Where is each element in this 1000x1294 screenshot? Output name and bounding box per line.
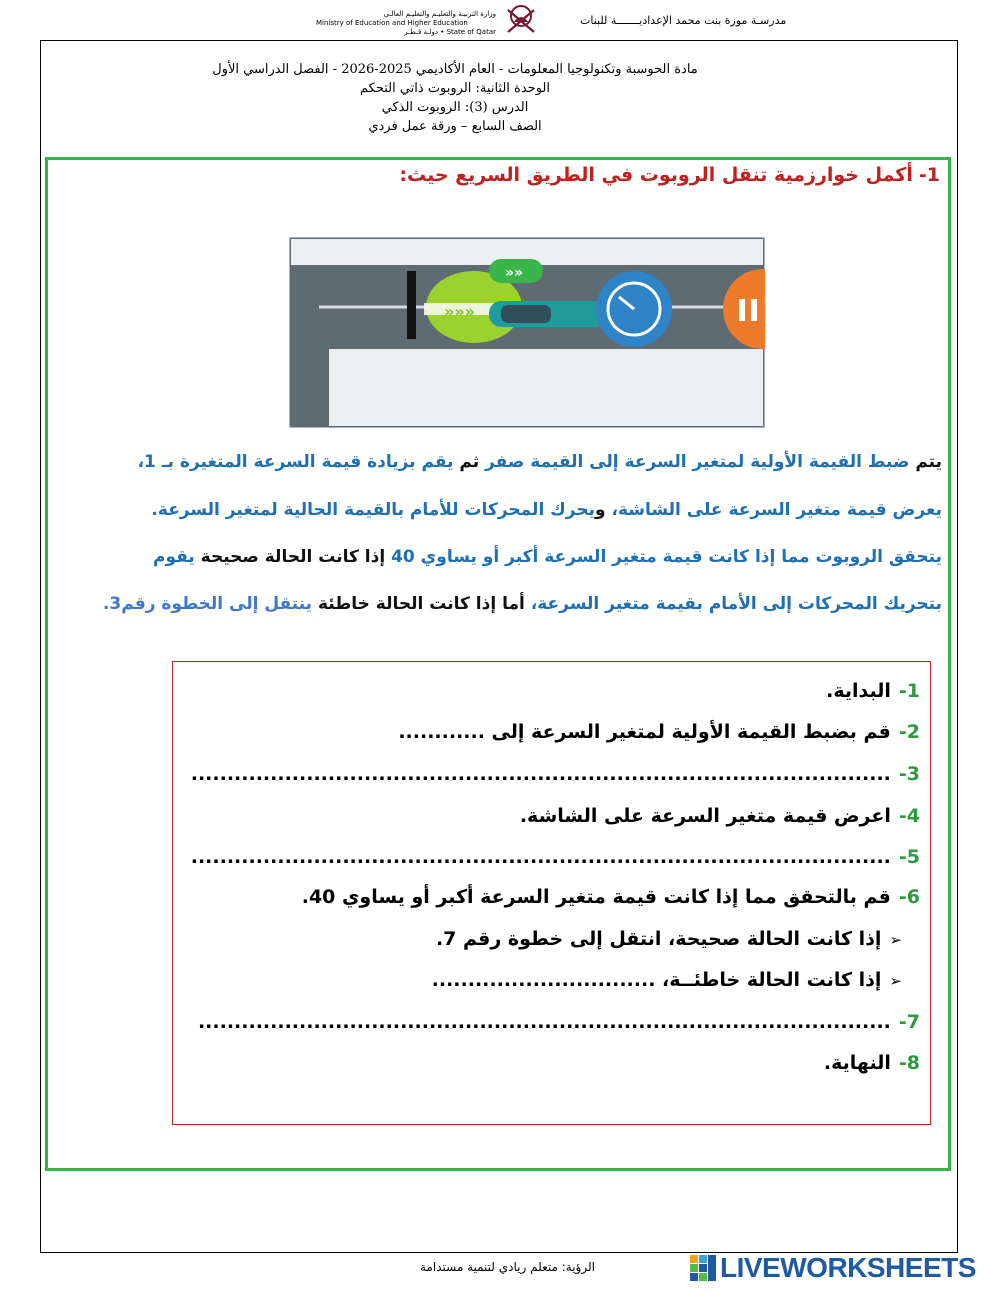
- p3-part-1: يتحقق الروبوت مما إذا كانت قيمة متغير السرعة أكبر أو يساوي 40: [385, 547, 942, 567]
- algorithm-step-2[interactable]: [398, 721, 920, 743]
- answer-blank[interactable]: إذا كانت الحالة خاطئــة، ...............................: [431, 969, 882, 991]
- robot-road-illustration: [289, 237, 765, 428]
- step-text: البداية.: [826, 680, 891, 702]
- algorithm-step-3-blank[interactable]: [191, 763, 920, 785]
- condition-true-bullet: [436, 928, 902, 950]
- step-text: قم بالتحقق مما إذا كانت قيمة متغير السرعة أكبر أو يساوي 40.: [301, 886, 891, 908]
- paragraph-line-1: [138, 452, 942, 472]
- condition-false-bullet[interactable]: [432, 969, 902, 991]
- header-lesson: الدرس (3): الروبوت الذكي: [381, 100, 529, 115]
- paragraph-line-3: [153, 547, 942, 567]
- liveworksheets-logo[interactable]: [690, 1253, 976, 1283]
- algorithm-step-8: [824, 1052, 920, 1074]
- answer-blank[interactable]: .................................................................................................: [190, 846, 891, 868]
- school-name: مدرسـة موزة بنت محمد الإعداديـــــــة للبنات: [580, 14, 787, 27]
- step-text: النهاية.: [823, 1052, 891, 1074]
- answer-blank[interactable]: ................................................................................................: [197, 1011, 891, 1033]
- paragraph-line-4: [103, 594, 942, 614]
- step-number: 4-: [898, 805, 920, 827]
- p1-part-4: يقم بزيادة قيمة السرعة المتغيرة بـ 1،: [137, 452, 454, 472]
- step-number: 6-: [898, 886, 920, 908]
- step-number: 2-: [898, 721, 920, 743]
- ministry-arabic: وزارة التربيـة والتعليـم والتعليـم العالـي: [383, 10, 496, 18]
- step-text: اعرض قيمة متغير السرعة على الشاشة.: [519, 805, 891, 827]
- svg-text:»»: »»: [505, 265, 524, 281]
- p2-part-2: و: [594, 500, 606, 520]
- paragraph-line-2: [151, 500, 942, 520]
- step-number: 8-: [898, 1052, 920, 1074]
- p1-part-2: ضبط القيمة الأولية لمتغير السرعة إلى القيمة صفر: [479, 452, 910, 472]
- liveworksheets-icon: [690, 1255, 716, 1281]
- step-number: 1-: [898, 680, 920, 702]
- algorithm-step-1: [826, 680, 920, 702]
- p3-part-3: يقوم: [152, 547, 195, 567]
- lesson-header: [100, 60, 810, 136]
- algorithm-step-7-blank[interactable]: [198, 1011, 920, 1033]
- p4-part-1: بتحريك المحركات إلى الأمام بقيمة متغير السرعة،: [524, 594, 942, 614]
- algorithm-step-4: [520, 805, 920, 827]
- question-text: أكمل خوارزمية تنقل الروبوت في الطريق السريع حيث:: [399, 164, 913, 186]
- question-number: 1-: [918, 164, 940, 186]
- algorithm-step-6: [302, 886, 920, 908]
- bullet-text: إذا كانت الحالة صحيحة، انتقل إلى خطوة رقم 7.: [435, 928, 882, 950]
- check-arrow-icon: ➢: [889, 931, 902, 949]
- answer-blank[interactable]: .................................................................................................: [190, 763, 891, 785]
- p1-part-1: يتم: [909, 452, 942, 472]
- qatar-emblem-icon: [500, 2, 542, 36]
- state-of-qatar: State of Qatar • دولـة قـطـر: [404, 28, 496, 36]
- step-number: 5-: [898, 846, 920, 868]
- check-arrow-icon: ➢: [889, 972, 902, 990]
- algorithm-step-5-blank[interactable]: [191, 846, 920, 868]
- p3-part-2: إذا كانت الحالة صحيحة: [194, 547, 386, 567]
- step-number: 3-: [898, 763, 920, 785]
- step-text[interactable]: قم بضبط القيمة الأولية لمتغير السرعة إلى ............: [398, 721, 891, 743]
- svg-text:»»»: »»»: [444, 302, 476, 321]
- p1-part-3: ثم: [453, 452, 480, 472]
- school-vision: الرؤية: متعلم ريادي لتنمية مستدامة: [420, 1260, 595, 1274]
- header-grade: الصف السابع – ورقة عمل فردي: [368, 119, 542, 134]
- header-unit: الوحدة الثانية: الروبوت ذاتي التحكم: [359, 81, 550, 96]
- p4-part-2: أما إذا كانت الحالة خاطئة: [312, 594, 525, 614]
- step-number: 7-: [898, 1011, 920, 1033]
- ministry-english: Ministry of Education and Higher Education: [316, 19, 468, 27]
- p2-part-1: يعرض قيمة متغير السرعة على الشاشة،: [605, 500, 942, 520]
- header-subject: مادة الحوسبة وتكنولوجيا المعلومات - العام الأكاديمي 2025-2026 - الفصل الدراسي الأول: [212, 62, 698, 77]
- p2-part-3: يحرك المحركات للأمام بالقيمة الحالية لمتغير السرعة.: [151, 500, 595, 520]
- liveworksheets-wordmark: LIVEWORKSHEETS: [720, 1252, 976, 1283]
- question-title: [399, 164, 940, 186]
- ministry-name: [316, 10, 496, 37]
- p4-part-3: ينتقل إلى الخطوة رقم3.: [102, 594, 313, 614]
